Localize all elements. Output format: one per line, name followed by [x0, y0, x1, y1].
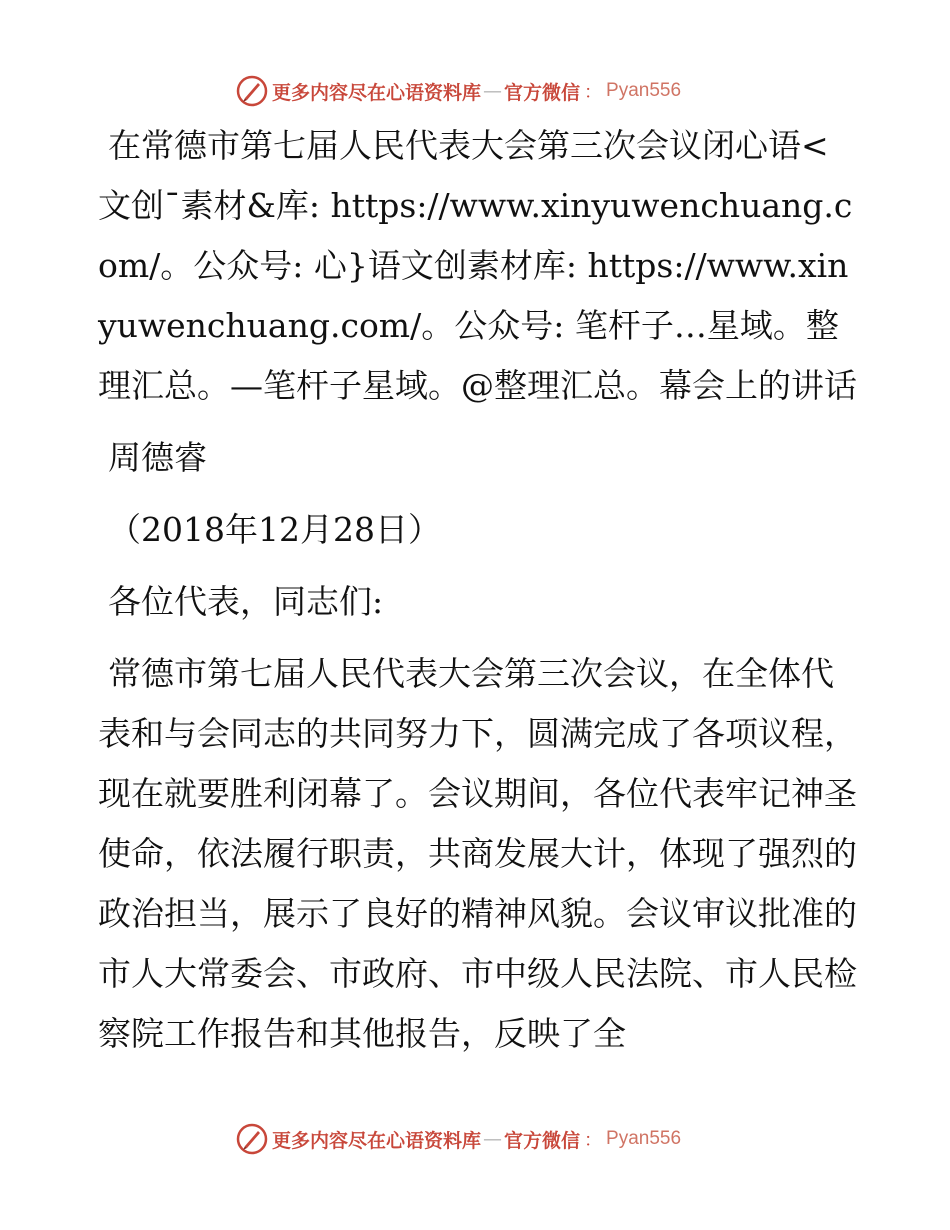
document-date: （2018年12月28日）: [108, 510, 441, 549]
header-banner: [236, 74, 681, 108]
footer-wechat-id: Pyan556: [606, 1128, 682, 1149]
document-title: 在常德市第七届人民代表大会第三次会议闭心语<文创¯素材&库: https://www.xinyuwenchuang.com/。公众号: 心}语文创素材库: https://www.xinyuwenchuang.com/。公众号: 笔杆子…星域。整理汇总。—笔杆子星域。@整理汇总。幕会上的讲话: [98, 126, 857, 405]
footer-separator: —: [483, 1128, 503, 1150]
document-author: 周德睿: [108, 438, 207, 477]
footer-banner: [236, 1122, 681, 1156]
header-official-label: 官方微信: [504, 81, 581, 104]
header-wechat-id: Pyan556: [606, 80, 682, 101]
footer-colon: ：: [584, 1130, 603, 1151]
document-salutation: 各位代表，同志们:: [108, 582, 384, 621]
header-separator: —: [483, 80, 503, 102]
header-brand-text: 更多内容尽在心语资料库: [272, 81, 482, 104]
quill-logo-icon: [236, 1123, 268, 1155]
footer-brand-text: 更多内容尽在心语资料库: [272, 1129, 482, 1152]
header-colon: ：: [584, 82, 603, 103]
footer-official-label: 官方微信: [504, 1129, 581, 1152]
document-paragraph: 常德市第七届人民代表大会第三次会议，在全体代表和与会同志的共同努力下，圆满完成了各项议程，现在就要胜利闭幕了。会议期间，各位代表牢记神圣使命，依法履行职责，共商发展大计，体现了强烈的政治担当，展示了良好的精神风貌。会议审议批准的市人大常委会、市政府、市中级人民法院、市人民检察院工作报告和其他报告，反映了全: [98, 654, 857, 1053]
document-body: [98, 116, 858, 1064]
quill-logo-icon: [236, 75, 268, 107]
